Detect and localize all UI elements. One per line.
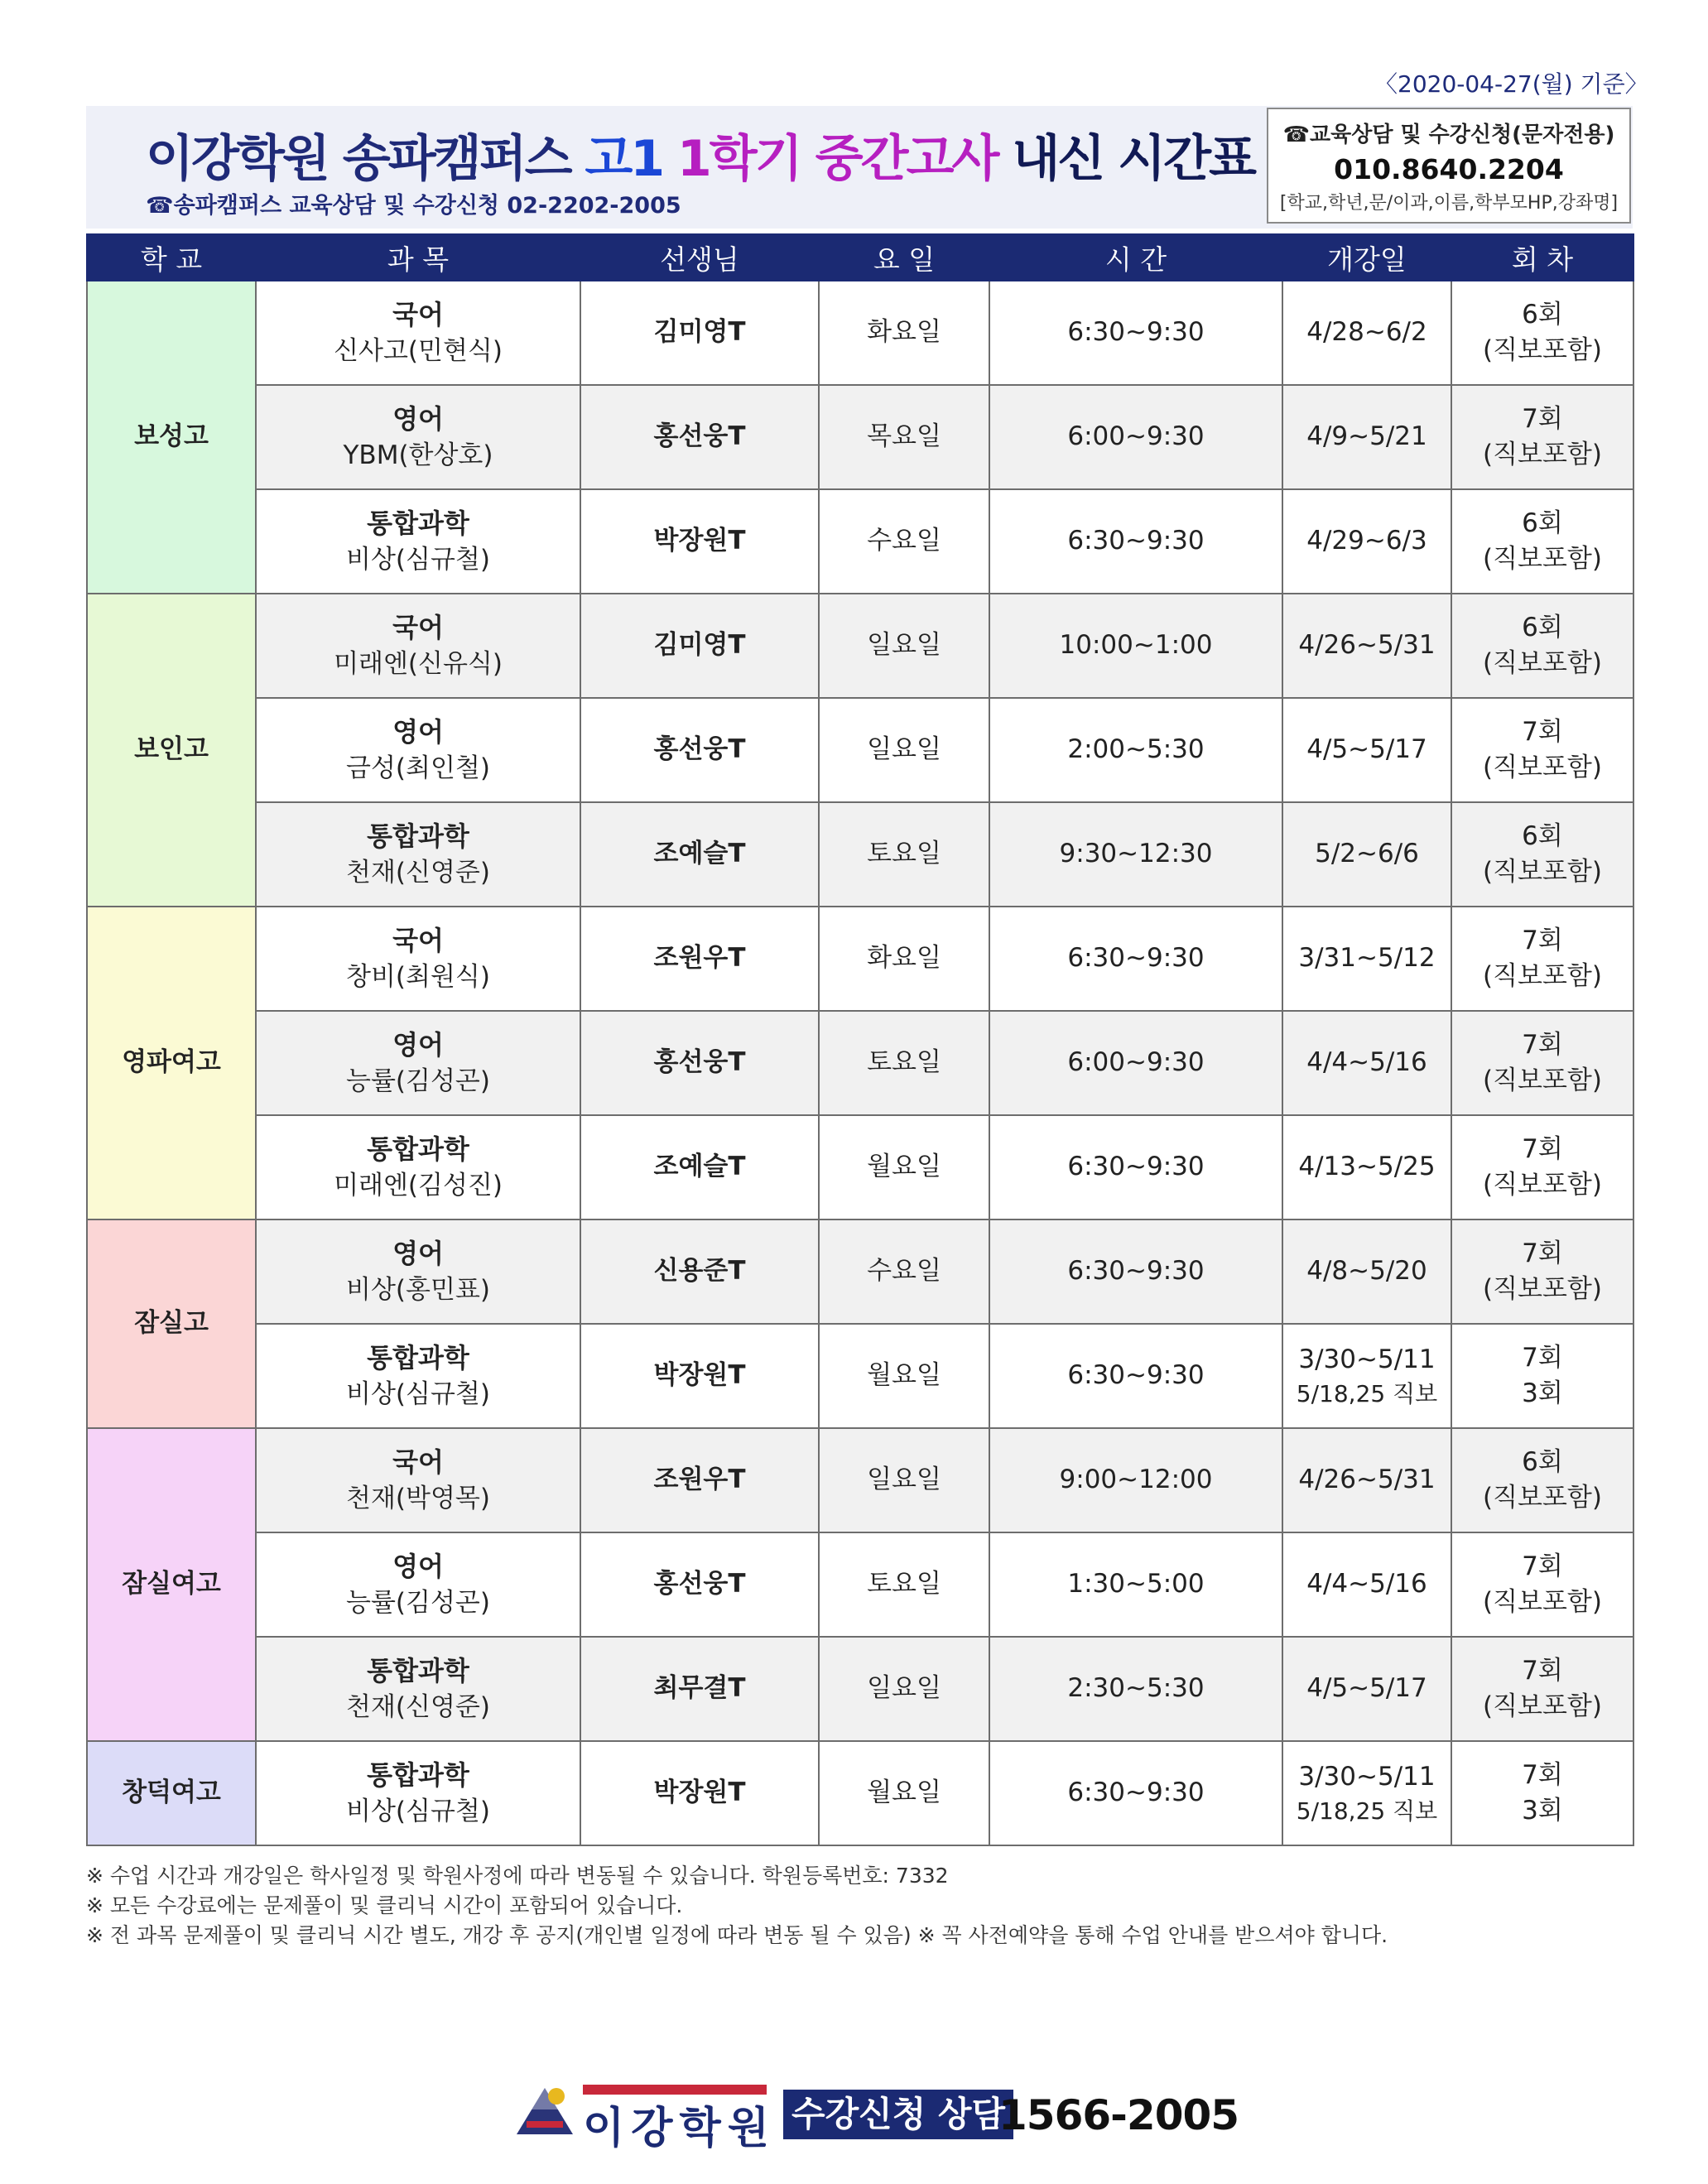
textbook-name: 천재(박영목) xyxy=(346,1483,490,1513)
title-exam: 1학기 중간고사 xyxy=(677,130,1013,188)
session-count: 7회 xyxy=(1522,1759,1563,1790)
subject-cell xyxy=(256,907,580,1011)
teacher-cell: 홍선웅T xyxy=(580,385,819,489)
session-count: 7회 xyxy=(1522,1655,1563,1686)
session-count: 7회 xyxy=(1522,1133,1563,1164)
table-row xyxy=(87,1637,1633,1741)
subject-cell xyxy=(256,594,580,698)
time-cell: 6:30~9:30 xyxy=(989,489,1282,594)
sessions-cell xyxy=(1451,1011,1633,1115)
note-line: ※ 전 과목 문제풀이 및 클리닉 시간 별도, 개강 후 공지(개인별 일정에 따라 변동 될 수 있음) ※ 꼭 사전예약을 통해 수업 안내를 받으셔야 합니다. xyxy=(86,1923,1388,1947)
start-date: 4/4~5/16 xyxy=(1306,1047,1427,1078)
session-note: (직보포함) xyxy=(1483,1170,1602,1200)
teacher-cell: 김미영T xyxy=(580,594,819,698)
time-cell: 6:30~9:30 xyxy=(989,1219,1282,1324)
day-cell: 일요일 xyxy=(819,698,989,802)
start-date: 4/26~5/31 xyxy=(1298,1465,1436,1495)
start-date-cell xyxy=(1282,1428,1451,1532)
time-cell: 6:30~9:30 xyxy=(989,1324,1282,1428)
start-date-cell xyxy=(1282,1011,1451,1115)
day-cell: 수요일 xyxy=(819,489,989,594)
header-day: 요 일 xyxy=(819,234,989,281)
page-title xyxy=(146,119,1254,190)
subject-cell xyxy=(256,1428,580,1532)
textbook-name: 비상(홍민표) xyxy=(346,1274,490,1305)
sessions-cell xyxy=(1451,489,1633,594)
subject-cell xyxy=(256,1219,580,1324)
header-school: 학 교 xyxy=(87,234,256,281)
day-cell: 일요일 xyxy=(819,1637,989,1741)
subject-name: 영어 xyxy=(392,1550,444,1582)
sessions-cell xyxy=(1451,1532,1633,1637)
session-note: (직보포함) xyxy=(1483,857,1602,887)
session-note: (직보포함) xyxy=(1483,544,1602,574)
textbook-name: 미래엔(신유식) xyxy=(334,648,503,679)
teacher-cell: 신용준T xyxy=(580,1219,819,1324)
time-cell: 6:00~9:30 xyxy=(989,1011,1282,1115)
subject-name: 통합과학 xyxy=(367,1341,469,1373)
subject-name: 국어 xyxy=(392,924,444,956)
subject-name: 국어 xyxy=(392,1446,444,1478)
teacher-cell: 박장원T xyxy=(580,1324,819,1428)
subject-name: 영어 xyxy=(392,1237,444,1269)
subject-cell xyxy=(256,1115,580,1219)
teacher-cell: 김미영T xyxy=(580,281,819,385)
sessions-cell xyxy=(1451,594,1633,698)
time-cell: 9:30~12:30 xyxy=(989,802,1282,907)
day-cell: 일요일 xyxy=(819,1428,989,1532)
start-date: 4/26~5/31 xyxy=(1298,630,1436,661)
brand-name: 이강학원 xyxy=(583,2104,776,2153)
start-date: 4/8~5/20 xyxy=(1306,1256,1427,1287)
time-cell: 2:30~5:30 xyxy=(989,1637,1282,1741)
school-cell: 잠실여고 xyxy=(87,1428,256,1741)
start-date-cell xyxy=(1282,698,1451,802)
session-note: (직보포함) xyxy=(1483,335,1602,365)
session-note: (직보포함) xyxy=(1483,1587,1602,1617)
note-line: ※ 모든 수강료에는 문제풀이 및 클리닉 시간이 포함되어 있습니다. xyxy=(86,1893,683,1917)
day-cell: 토요일 xyxy=(819,1532,989,1637)
start-date: 4/9~5/21 xyxy=(1306,421,1427,452)
note-line: ※ 수업 시간과 개강일은 학사일정 및 학원사정에 따라 변동될 수 있습니다. 학원등록번호: 7332 xyxy=(86,1864,949,1888)
subject-name: 영어 xyxy=(392,715,444,748)
start-date-cell xyxy=(1282,802,1451,907)
teacher-cell: 박장원T xyxy=(580,489,819,594)
subject-name: 영어 xyxy=(392,1028,444,1061)
textbook-name: YBM(한상호) xyxy=(343,440,493,470)
footer-phone[interactable]: 1566-2005 xyxy=(998,2091,1239,2139)
header-time: 시 간 xyxy=(989,234,1282,281)
table-row xyxy=(87,1324,1633,1428)
textbook-name: 금성(최인철) xyxy=(346,753,490,783)
subject-cell xyxy=(256,698,580,802)
subject-name: 국어 xyxy=(392,611,444,643)
start-date: 3/30~5/11 xyxy=(1298,1761,1436,1792)
session-count: 6회 xyxy=(1522,508,1563,538)
day-cell: 월요일 xyxy=(819,1741,989,1845)
session-count: 7회 xyxy=(1522,1238,1563,1268)
session-count: 7회 xyxy=(1522,1551,1563,1581)
textbook-name: 창비(최원식) xyxy=(346,961,490,992)
session-count: 6회 xyxy=(1522,820,1563,851)
session-count: 7회 xyxy=(1522,925,1563,955)
start-date-cell xyxy=(1282,907,1451,1011)
sessions-cell xyxy=(1451,1637,1633,1741)
session-count: 7회 xyxy=(1522,716,1563,747)
session-count: 7회 xyxy=(1522,1029,1563,1060)
time-cell: 6:30~9:30 xyxy=(989,281,1282,385)
school-cell: 보인고 xyxy=(87,594,256,907)
sessions-cell xyxy=(1451,907,1633,1011)
start-date-note: 5/18,25 직보 xyxy=(1296,1797,1438,1826)
sessions-cell xyxy=(1451,385,1633,489)
textbook-name: 비상(심규철) xyxy=(346,1796,490,1826)
time-cell: 2:00~5:30 xyxy=(989,698,1282,802)
title-academy: 이강학원 송파캠퍼스 xyxy=(146,130,585,188)
subject-cell xyxy=(256,1741,580,1845)
day-cell: 월요일 xyxy=(819,1115,989,1219)
table-row xyxy=(87,907,1633,1011)
start-date: 4/13~5/25 xyxy=(1298,1152,1436,1182)
teacher-cell: 홍선웅T xyxy=(580,1532,819,1637)
start-date-cell xyxy=(1282,281,1451,385)
start-date-cell xyxy=(1282,1219,1451,1324)
session-count: 7회 xyxy=(1522,403,1563,434)
start-date: 3/31~5/12 xyxy=(1298,943,1436,974)
subject-name: 통합과학 xyxy=(367,820,469,852)
textbook-name: 비상(심규철) xyxy=(346,1378,490,1409)
day-cell: 토요일 xyxy=(819,1011,989,1115)
session-note: (직보포함) xyxy=(1483,961,1602,991)
schedule-table xyxy=(86,233,1634,1846)
table-row xyxy=(87,1428,1633,1532)
sessions-cell xyxy=(1451,1428,1633,1532)
campus-contact: ☎송파캠퍼스 교육상담 및 수강신청 02-2202-2005 xyxy=(146,193,681,219)
subject-cell xyxy=(256,385,580,489)
subject-cell xyxy=(256,1011,580,1115)
enroll-consult-button[interactable]: 수강신청 상담 xyxy=(783,2090,1013,2139)
table-row xyxy=(87,1219,1633,1324)
table-row xyxy=(87,594,1633,698)
session-note: (직보포함) xyxy=(1483,1483,1602,1513)
session-count: 6회 xyxy=(1522,612,1563,642)
teacher-cell: 조원우T xyxy=(580,1428,819,1532)
start-date: 3/30~5/11 xyxy=(1298,1344,1436,1374)
textbook-name: 천재(신영준) xyxy=(346,857,490,888)
start-date-cell xyxy=(1282,1115,1451,1219)
sessions-cell xyxy=(1451,281,1633,385)
start-date-cell xyxy=(1282,1741,1451,1845)
school-cell: 잠실고 xyxy=(87,1219,256,1428)
day-cell: 일요일 xyxy=(819,594,989,698)
subject-name: 통합과학 xyxy=(367,1133,469,1165)
sessions-cell xyxy=(1451,1115,1633,1219)
inquiry-phone: 010.8640.2204 xyxy=(1334,153,1564,185)
session-note: (직보포함) xyxy=(1483,440,1602,469)
table-row xyxy=(87,802,1633,907)
title-end: 내신 시간표 xyxy=(1012,130,1255,188)
day-cell: 토요일 xyxy=(819,802,989,907)
textbook-name: 능률(김성곤) xyxy=(346,1066,490,1096)
day-cell: 월요일 xyxy=(819,1324,989,1428)
time-cell: 9:00~12:00 xyxy=(989,1428,1282,1532)
inquiry-label: ☎교육상담 및 수강신청(문자전용) xyxy=(1282,123,1615,147)
school-cell: 보성고 xyxy=(87,281,256,594)
session-note: (직보포함) xyxy=(1483,753,1602,782)
sessions-cell xyxy=(1451,1324,1633,1428)
subject-name: 통합과학 xyxy=(367,1758,469,1791)
textbook-name: 신사고(민현식) xyxy=(334,335,503,366)
teacher-cell: 최무결T xyxy=(580,1637,819,1741)
table-row xyxy=(87,1532,1633,1637)
table-row xyxy=(87,385,1633,489)
subject-name: 통합과학 xyxy=(367,507,469,539)
subject-cell xyxy=(256,1532,580,1637)
teacher-cell: 조예슬T xyxy=(580,802,819,907)
start-date-cell xyxy=(1282,1637,1451,1741)
subject-cell xyxy=(256,489,580,594)
start-date: 4/5~5/17 xyxy=(1306,734,1427,765)
notes xyxy=(86,1861,1388,1951)
time-cell: 10:00~1:00 xyxy=(989,594,1282,698)
time-cell: 6:30~9:30 xyxy=(989,1741,1282,1845)
teacher-cell: 박장원T xyxy=(580,1741,819,1845)
sessions-cell xyxy=(1451,698,1633,802)
table-row xyxy=(87,1011,1633,1115)
subject-name: 영어 xyxy=(392,402,444,435)
day-cell: 목요일 xyxy=(819,385,989,489)
start-date-note: 5/18,25 직보 xyxy=(1296,1380,1438,1408)
textbook-name: 능률(김성곤) xyxy=(346,1587,490,1618)
start-date: 4/5~5/17 xyxy=(1306,1673,1427,1704)
subject-cell xyxy=(256,1637,580,1741)
session-count: 6회 xyxy=(1522,1446,1563,1477)
academy-logo-icon xyxy=(513,2085,576,2138)
header-start-date: 개강일 xyxy=(1282,234,1451,281)
header-sessions: 회 차 xyxy=(1451,234,1633,281)
school-cell: 창덕여고 xyxy=(87,1741,256,1845)
start-date-cell xyxy=(1282,489,1451,594)
start-date-cell xyxy=(1282,385,1451,489)
textbook-name: 천재(신영준) xyxy=(346,1691,490,1722)
header-teacher: 선생님 xyxy=(580,234,819,281)
inquiry-box xyxy=(1267,108,1631,224)
teacher-cell: 조원우T xyxy=(580,907,819,1011)
time-cell: 6:30~9:30 xyxy=(989,1115,1282,1219)
sessions-cell xyxy=(1451,1741,1633,1845)
sessions-cell xyxy=(1451,802,1633,907)
subject-cell xyxy=(256,802,580,907)
start-date-cell xyxy=(1282,1324,1451,1428)
day-cell: 화요일 xyxy=(819,907,989,1011)
teacher-cell: 홍선웅T xyxy=(580,1011,819,1115)
school-cell: 영파여고 xyxy=(87,907,256,1219)
start-date: 4/4~5/16 xyxy=(1306,1569,1427,1600)
teacher-cell: 조예슬T xyxy=(580,1115,819,1219)
session-note: 3회 xyxy=(1522,1378,1563,1408)
session-note: 3회 xyxy=(1522,1796,1563,1826)
table-row xyxy=(87,1741,1633,1845)
day-cell: 화요일 xyxy=(819,281,989,385)
session-count: 6회 xyxy=(1522,299,1563,330)
textbook-name: 미래엔(김성진) xyxy=(334,1170,503,1200)
day-cell: 수요일 xyxy=(819,1219,989,1324)
start-date-cell xyxy=(1282,594,1451,698)
time-cell: 6:30~9:30 xyxy=(989,907,1282,1011)
sessions-cell xyxy=(1451,1219,1633,1324)
table-row xyxy=(87,698,1633,802)
start-date: 5/2~6/6 xyxy=(1315,839,1419,869)
textbook-name: 비상(심규철) xyxy=(346,544,490,575)
title-grade: 고1 xyxy=(585,130,678,188)
header-subject: 과 목 xyxy=(256,234,580,281)
subject-cell xyxy=(256,1324,580,1428)
session-count: 7회 xyxy=(1522,1342,1563,1373)
as-of-date: 〈2020-04-27(월) 기준〉 xyxy=(1374,70,1648,98)
session-note: (직보포함) xyxy=(1483,1274,1602,1304)
session-note: (직보포함) xyxy=(1483,1691,1602,1721)
start-date: 4/29~6/3 xyxy=(1306,526,1427,556)
subject-name: 국어 xyxy=(392,298,444,330)
subject-name: 통합과학 xyxy=(367,1654,469,1686)
session-note: (직보포함) xyxy=(1483,648,1602,678)
table-header-row xyxy=(87,234,1633,281)
session-note: (직보포함) xyxy=(1483,1066,1602,1095)
table-row xyxy=(87,281,1633,385)
start-date-cell xyxy=(1282,1532,1451,1637)
subject-cell xyxy=(256,281,580,385)
start-date: 4/28~6/2 xyxy=(1306,317,1427,348)
teacher-cell: 홍선웅T xyxy=(580,698,819,802)
time-cell: 1:30~5:00 xyxy=(989,1532,1282,1637)
time-cell: 6:00~9:30 xyxy=(989,385,1282,489)
table-row xyxy=(87,489,1633,594)
inquiry-fields: [학교,학년,문/이과,이름,학부모HP,강좌명] xyxy=(1279,193,1619,214)
table-row xyxy=(87,1115,1633,1219)
